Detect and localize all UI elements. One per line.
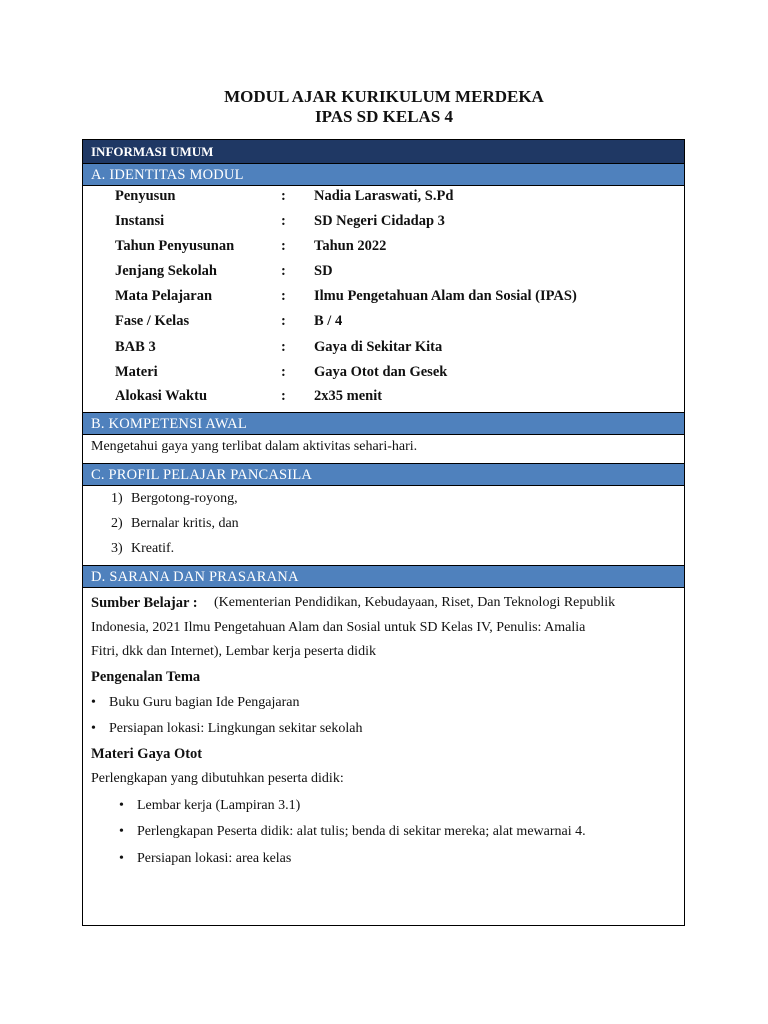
muscle-intro: Perlengkapan yang dibutuhkan peserta didik:	[91, 771, 344, 786]
identity-colon: :	[281, 213, 286, 229]
identity-colon: :	[281, 313, 286, 329]
initial-competence-text: Mengetahui gaya yang terlibat dalam aktivitas sehari-hari.	[91, 439, 418, 454]
theme-heading: Pengenalan Tema	[91, 669, 201, 685]
muscle-item: Persiapan lokasi: area kelas	[137, 851, 292, 866]
identity-label: BAB 3	[115, 339, 156, 355]
identity-label: Penyusun	[115, 188, 176, 204]
bullet-icon: •	[91, 695, 96, 710]
identity-colon: :	[281, 339, 286, 355]
identity-row	[83, 263, 684, 283]
source-text-line: (Kementerian Pendidikan, Kebudayaan, Riset, Dan Teknologi Republik	[214, 595, 616, 610]
identity-colon: :	[281, 288, 286, 304]
bullet-icon: •	[119, 851, 124, 866]
source-text-line: Indonesia, 2021 Ilmu Pengetahuan Alam dan Sosial untuk SD Kelas IV, Penulis: Amalia	[91, 620, 586, 635]
identity-value: 2x35 menit	[314, 388, 383, 404]
identity-value: Ilmu Pengetahuan Alam dan Sosial (IPAS)	[314, 288, 577, 304]
section-general-info: INFORMASI UMUM	[83, 140, 684, 163]
theme-item: Persiapan lokasi: Lingkungan sekitar sekolah	[109, 721, 363, 736]
identity-label: Materi	[115, 364, 158, 380]
document-title: MODUL AJAR KURIKULUM MERDEKA	[224, 87, 544, 106]
theme-item: Buku Guru bagian Ide Pengajaran	[109, 695, 300, 710]
bullet-icon: •	[119, 798, 124, 813]
identity-row	[83, 213, 684, 233]
identity-row	[83, 313, 684, 333]
identity-row	[83, 339, 684, 359]
identity-colon: :	[281, 263, 286, 279]
document-subtitle: IPAS SD KELAS 4	[314, 107, 454, 126]
identity-row	[83, 188, 684, 208]
module-table	[82, 139, 685, 926]
pancasila-item-number: 3)	[111, 541, 123, 556]
source-text-line: Fitri, dkk dan Internet), Lembar kerja peserta didik	[91, 644, 376, 659]
identity-colon: :	[281, 388, 286, 404]
identity-value: Gaya Otot dan Gesek	[314, 364, 448, 380]
identity-label: Instansi	[115, 213, 165, 229]
identity-label: Mata Pelajaran	[115, 288, 213, 304]
source-label: Sumber Belajar :	[91, 595, 198, 611]
identity-colon: :	[281, 188, 286, 204]
pancasila-item-text: Kreatif.	[131, 541, 175, 556]
identity-label: Alokasi Waktu	[115, 388, 208, 404]
section-pancasila-profile: C. PROFIL PELAJAR PANCASILA	[83, 463, 684, 486]
muscle-item: Lembar kerja (Lampiran 3.1)	[137, 798, 301, 813]
identity-row	[83, 388, 684, 408]
identity-value: SD	[314, 263, 333, 279]
pancasila-item-text: Bergotong-royong,	[131, 491, 238, 506]
identity-row	[83, 238, 684, 258]
identity-row	[83, 364, 684, 384]
section-identity: A. IDENTITAS MODUL	[83, 163, 684, 186]
identity-colon: :	[281, 238, 286, 254]
identity-value: Nadia Laraswati, S.Pd	[314, 188, 454, 204]
identity-row	[83, 288, 684, 308]
pancasila-item-number: 2)	[111, 516, 123, 531]
bullet-icon: •	[91, 721, 96, 736]
identity-colon: :	[281, 364, 286, 380]
muscle-heading: Materi Gaya Otot	[91, 746, 203, 762]
bullet-icon: •	[119, 824, 124, 839]
identity-label: Tahun Penyusunan	[115, 238, 235, 254]
section-initial-competence: B. KOMPETENSI AWAL	[83, 412, 684, 435]
identity-value: Tahun 2022	[314, 238, 387, 254]
pancasila-item-text: Bernalar kritis, dan	[131, 516, 239, 531]
pancasila-item-number: 1)	[111, 491, 123, 506]
section-facilities: D. SARANA DAN PRASARANA	[83, 565, 684, 588]
identity-value: Gaya di Sekitar Kita	[314, 339, 443, 355]
muscle-item: Perlengkapan Peserta didik: alat tulis; benda di sekitar mereka; alat mewarnai 4.	[137, 824, 586, 839]
identity-label: Fase / Kelas	[115, 313, 190, 329]
identity-label: Jenjang Sekolah	[115, 263, 217, 279]
identity-value: B / 4	[314, 313, 343, 329]
identity-value: SD Negeri Cidadap 3	[314, 213, 445, 229]
